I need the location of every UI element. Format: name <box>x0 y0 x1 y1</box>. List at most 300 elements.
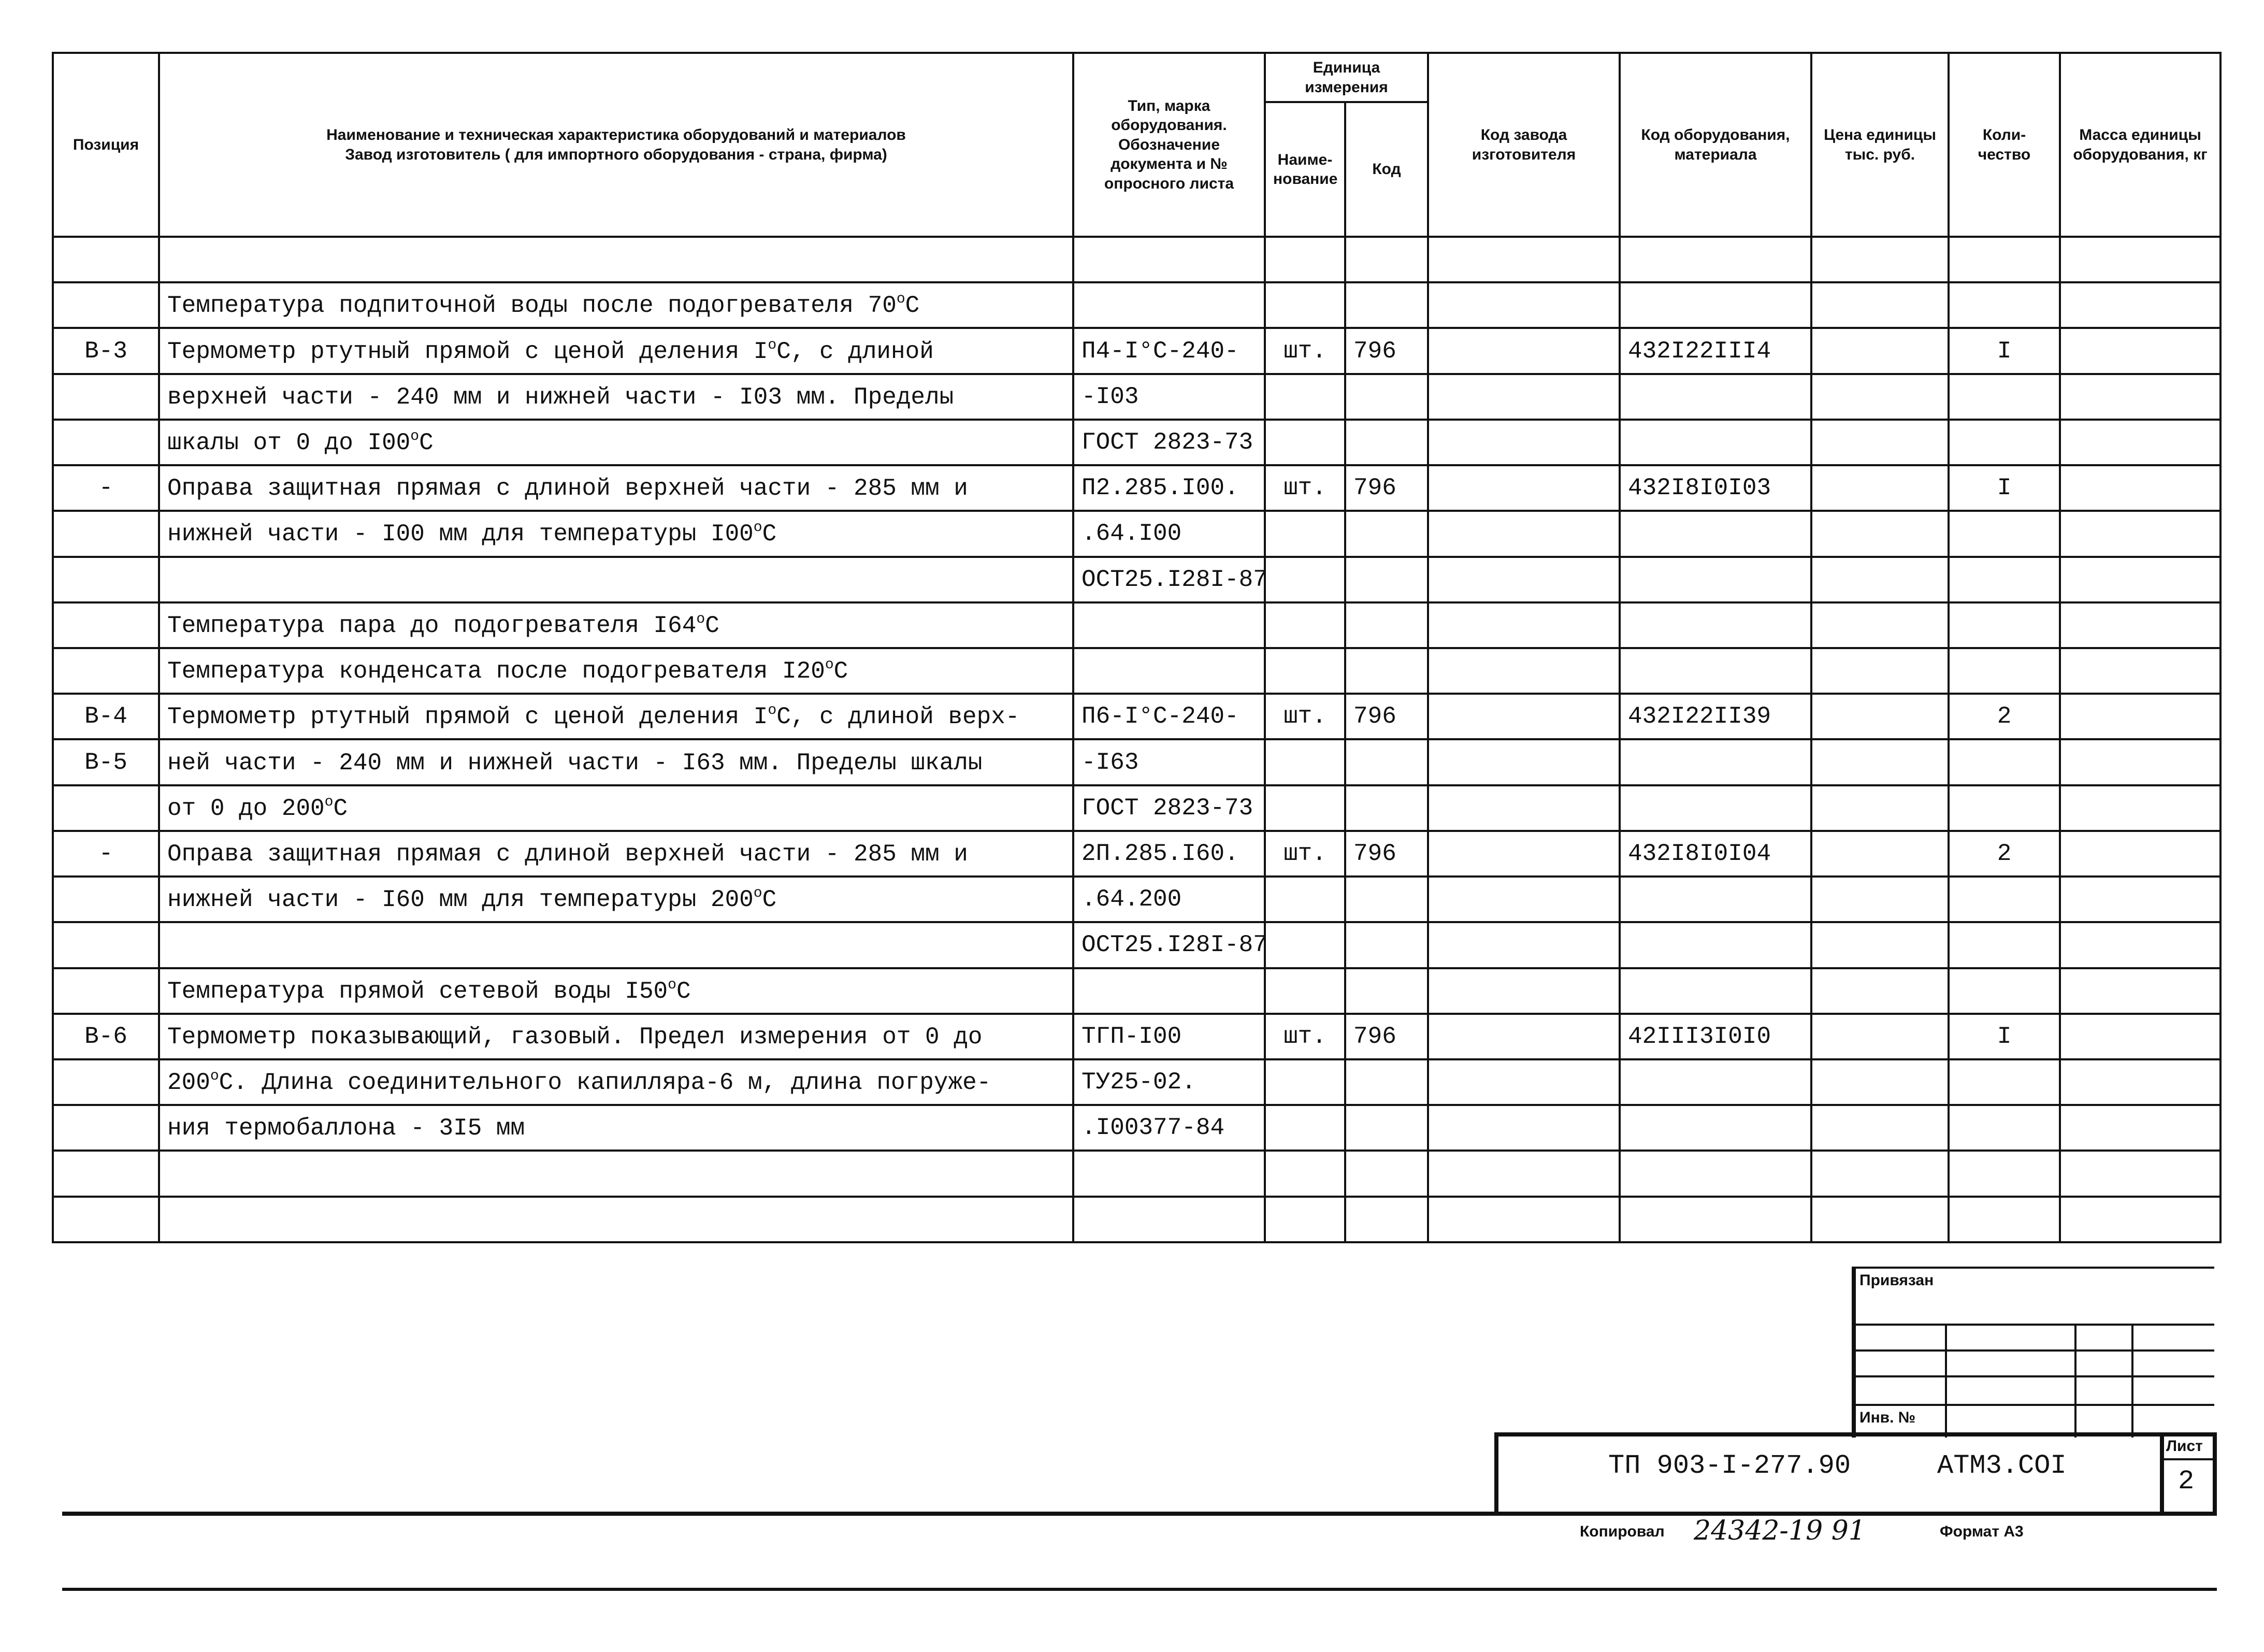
name-cell <box>159 557 1073 602</box>
mass-cell <box>2060 922 2220 968</box>
mass-cell <box>2060 420 2220 465</box>
name-text: нижней части - I60 мм для температуры 200 <box>167 886 754 914</box>
name-text: от 0 до 200 <box>167 795 325 822</box>
mass-cell <box>2060 648 2220 694</box>
unit-name-cell <box>1265 237 1345 282</box>
table-row <box>53 1151 2220 1196</box>
position-cell <box>53 968 159 1014</box>
header-unit-code: Код <box>1345 102 1428 237</box>
position-cell <box>53 557 159 602</box>
mass-cell <box>2060 328 2220 374</box>
name-cell <box>159 1105 1073 1151</box>
unit-name-cell: шт. <box>1265 465 1345 511</box>
price-cell <box>1811 1197 1949 1242</box>
name-text-after: C <box>762 886 777 914</box>
degree-superscript: o <box>768 337 777 353</box>
quantity-cell <box>1949 968 2060 1014</box>
position-cell <box>53 420 159 465</box>
quantity-cell <box>1949 877 2060 922</box>
degree-superscript: o <box>410 428 420 444</box>
name-text: верхней части - 240 мм и нижней части - I03 мм. Пределы <box>167 383 954 411</box>
type-cell: 2П.285.I60. <box>1073 831 1265 877</box>
quantity-cell: 2 <box>1949 831 2060 877</box>
unit-name-cell: шт. <box>1265 694 1345 739</box>
position-cell <box>53 1059 159 1105</box>
header-type: Тип, марка оборудования. Обозначение документа и № опросного листа <box>1073 53 1265 237</box>
unit-name-cell <box>1265 420 1345 465</box>
price-cell <box>1811 237 1949 282</box>
plant-code-cell <box>1428 1151 1620 1196</box>
unit-code-cell <box>1345 877 1428 922</box>
unit-code-cell <box>1345 1151 1428 1196</box>
unit-name-cell <box>1265 1197 1345 1242</box>
name-text: Термометр ртутный прямой с ценой деления I <box>167 338 768 365</box>
plant-code-cell <box>1428 237 1620 282</box>
name-text: ния термобаллона - 3I5 мм <box>167 1115 525 1142</box>
mass-cell <box>2060 877 2220 922</box>
degree-superscript: o <box>210 1068 219 1085</box>
unit-name-cell <box>1265 968 1345 1014</box>
price-cell <box>1811 785 1949 831</box>
position-cell <box>53 648 159 694</box>
position-cell: В-3 <box>53 328 159 374</box>
price-cell <box>1811 282 1949 328</box>
position-cell <box>53 237 159 282</box>
unit-name-cell <box>1265 1151 1345 1196</box>
plant-code-cell <box>1428 739 1620 785</box>
plant-code-cell <box>1428 1105 1620 1151</box>
position-cell: В-5 <box>53 739 159 785</box>
table-body <box>53 237 2220 1242</box>
position-cell: В-6 <box>53 1014 159 1059</box>
plant-code-cell <box>1428 968 1620 1014</box>
unit-name-cell <box>1265 648 1345 694</box>
unit-name-cell <box>1265 1059 1345 1105</box>
plant-code-cell <box>1428 328 1620 374</box>
equipment-code-cell <box>1620 739 1811 785</box>
unit-code-cell <box>1345 739 1428 785</box>
position-cell: - <box>53 831 159 877</box>
document-code: АТМ3.СОI <box>1937 1450 2067 1481</box>
table-row <box>53 831 2220 877</box>
type-cell: П2.285.I00. <box>1073 465 1265 511</box>
mass-cell <box>2060 968 2220 1014</box>
table-row <box>53 785 2220 831</box>
unit-code-cell <box>1345 1059 1428 1105</box>
table-row <box>53 648 2220 694</box>
table-row <box>53 237 2220 282</box>
position-cell <box>53 282 159 328</box>
price-cell <box>1811 1105 1949 1151</box>
document-number: ТП 903-I-277.90 <box>1608 1450 1851 1481</box>
type-cell <box>1073 282 1265 328</box>
table-row <box>53 465 2220 511</box>
name-text-after: C <box>833 658 848 685</box>
mass-cell <box>2060 282 2220 328</box>
plant-code-cell <box>1428 465 1620 511</box>
unit-code-cell <box>1345 785 1428 831</box>
unit-code-cell <box>1345 374 1428 420</box>
type-cell <box>1073 1197 1265 1242</box>
inv-number-label: Инв. № <box>1859 1409 1916 1426</box>
mass-cell <box>2060 1197 2220 1242</box>
equipment-code-cell: 432I22III4 <box>1620 328 1811 374</box>
name-cell <box>159 602 1073 648</box>
quantity-cell <box>1949 420 2060 465</box>
mass-cell <box>2060 465 2220 511</box>
type-cell: ТУ25-02. <box>1073 1059 1265 1105</box>
name-cell <box>159 237 1073 282</box>
equipment-code-cell <box>1620 1105 1811 1151</box>
unit-code-cell <box>1345 237 1428 282</box>
type-cell <box>1073 648 1265 694</box>
name-text: шкалы от 0 до I00 <box>167 429 411 456</box>
name-cell <box>159 785 1073 831</box>
header-name <box>159 53 1073 237</box>
header-position: Позиция <box>53 53 159 237</box>
plant-code-cell <box>1428 785 1620 831</box>
equipment-code-cell: 432I8I0I03 <box>1620 465 1811 511</box>
unit-code-cell: 796 <box>1345 465 1428 511</box>
header-unit-group: Единица измерения <box>1265 53 1428 102</box>
type-cell: .64.200 <box>1073 877 1265 922</box>
name-text: Температура подпиточной воды после подогревателя 70 <box>167 292 897 320</box>
position-cell <box>53 511 159 556</box>
name-cell <box>159 1151 1073 1196</box>
quantity-cell <box>1949 374 2060 420</box>
price-cell <box>1811 922 1949 968</box>
plant-code-cell <box>1428 694 1620 739</box>
quantity-cell <box>1949 602 2060 648</box>
quantity-cell <box>1949 1105 2060 1151</box>
name-text: Термометр ртутный прямой с ценой деления I <box>167 703 768 731</box>
table-row <box>53 694 2220 739</box>
degree-superscript: o <box>896 291 905 308</box>
mass-cell <box>2060 739 2220 785</box>
equipment-code-cell <box>1620 237 1811 282</box>
type-cell: ГОСТ 2823-73 <box>1073 420 1265 465</box>
price-cell <box>1811 968 1949 1014</box>
price-cell <box>1811 739 1949 785</box>
quantity-cell: I <box>1949 328 2060 374</box>
mass-cell <box>2060 602 2220 648</box>
quantity-cell <box>1949 557 2060 602</box>
equipment-code-cell <box>1620 420 1811 465</box>
plant-code-cell <box>1428 1059 1620 1105</box>
quantity-cell <box>1949 282 2060 328</box>
price-cell <box>1811 648 1949 694</box>
type-cell: ТГП-I00 <box>1073 1014 1265 1059</box>
unit-name-cell: шт. <box>1265 328 1345 374</box>
name-text-after: C, с длиной верх- <box>776 703 1020 731</box>
equipment-code-cell <box>1620 511 1811 556</box>
header-mass: Масса единицы оборудования, кг <box>2060 53 2220 237</box>
table-row <box>53 1059 2220 1105</box>
table-row <box>53 328 2220 374</box>
quantity-cell: I <box>1949 1014 2060 1059</box>
unit-name-cell <box>1265 511 1345 556</box>
quantity-cell <box>1949 922 2060 968</box>
unit-name-cell <box>1265 557 1345 602</box>
price-cell <box>1811 877 1949 922</box>
unit-code-cell <box>1345 1197 1428 1242</box>
unit-name-cell <box>1265 282 1345 328</box>
unit-code-cell <box>1345 420 1428 465</box>
name-cell <box>159 877 1073 922</box>
equipment-code-cell <box>1620 374 1811 420</box>
unit-code-cell <box>1345 1105 1428 1151</box>
name-cell <box>159 420 1073 465</box>
unit-code-cell <box>1345 648 1428 694</box>
name-cell <box>159 511 1073 556</box>
name-text-after: C <box>905 292 920 320</box>
position-cell <box>53 1197 159 1242</box>
plant-code-cell <box>1428 374 1620 420</box>
unit-code-cell: 796 <box>1345 831 1428 877</box>
unit-name-cell <box>1265 602 1345 648</box>
price-cell <box>1811 557 1949 602</box>
plant-code-cell <box>1428 557 1620 602</box>
degree-superscript: o <box>668 976 676 993</box>
type-cell: П4-I°C-240- <box>1073 328 1265 374</box>
unit-name-cell <box>1265 374 1345 420</box>
table-row <box>53 282 2220 328</box>
type-cell: ОСТ25.I28I-87 <box>1073 557 1265 602</box>
name-cell <box>159 1014 1073 1059</box>
mass-cell <box>2060 694 2220 739</box>
equipment-code-cell <box>1620 968 1811 1014</box>
header-name-line1: Наименование и техническая характеристика оборудований и материалов <box>326 126 906 143</box>
name-text-after: C. Длина соединительного капилляра-6 м, длина погруже- <box>219 1069 991 1097</box>
table-row <box>53 602 2220 648</box>
name-cell <box>159 465 1073 511</box>
name-text-after: C <box>333 795 348 822</box>
type-cell: П6-I°C-240- <box>1073 694 1265 739</box>
unit-code-cell: 796 <box>1345 694 1428 739</box>
position-cell <box>53 602 159 648</box>
quantity-cell: 2 <box>1949 694 2060 739</box>
plant-code-cell <box>1428 877 1620 922</box>
name-text: Температура прямой сетевой воды I50 <box>167 978 668 1005</box>
sheet-label: Лист <box>2166 1438 2203 1455</box>
name-cell <box>159 968 1073 1014</box>
equipment-code-cell <box>1620 648 1811 694</box>
position-cell <box>53 374 159 420</box>
copied-label: Копировал <box>1580 1523 1665 1540</box>
name-cell <box>159 922 1073 968</box>
name-text: 200 <box>167 1069 210 1097</box>
mass-cell <box>2060 831 2220 877</box>
name-cell <box>159 374 1073 420</box>
name-text: Оправа защитная прямая с длиной верхней части - 285 мм и <box>167 475 968 502</box>
name-cell <box>159 648 1073 694</box>
name-text: ней части - 240 мм и нижней части - I63 мм. Пределы шкалы <box>167 749 983 777</box>
format-label: Формат А3 <box>1940 1523 2024 1540</box>
mass-cell <box>2060 511 2220 556</box>
copied-value: 24342-19 91 <box>1694 1515 1866 1546</box>
header-plant-code: Код завода изготовителя <box>1428 53 1620 237</box>
equipment-code-cell <box>1620 922 1811 968</box>
name-cell <box>159 694 1073 739</box>
table-row <box>53 922 2220 968</box>
equipment-code-cell: 432I22II39 <box>1620 694 1811 739</box>
mass-cell <box>2060 237 2220 282</box>
name-cell <box>159 739 1073 785</box>
spec-sheet <box>52 52 2219 1243</box>
specification-table <box>52 52 2222 1243</box>
header-name-line2: Завод изготовитель ( для импортного оборудования - страна, фирма) <box>345 146 887 163</box>
table-row <box>53 511 2220 556</box>
quantity-cell <box>1949 1059 2060 1105</box>
mass-cell <box>2060 1151 2220 1196</box>
unit-name-cell <box>1265 1105 1345 1151</box>
name-cell <box>159 831 1073 877</box>
name-text: Температура конденсата после подогревателя I20 <box>167 658 825 685</box>
name-text: Оправа защитная прямая с длиной верхней части - 285 мм и <box>167 840 968 868</box>
degree-superscript: o <box>753 520 762 536</box>
unit-name-cell <box>1265 785 1345 831</box>
unit-code-cell <box>1345 557 1428 602</box>
price-cell <box>1811 511 1949 556</box>
price-cell <box>1811 1059 1949 1105</box>
type-cell: ОСТ25.I28I-87 <box>1073 922 1265 968</box>
table-row <box>53 968 2220 1014</box>
price-cell <box>1811 1014 1949 1059</box>
degree-superscript: o <box>753 885 762 902</box>
header-unit-name: Наиме-нование <box>1265 102 1345 237</box>
header-equipment-code: Код оборудования, материала <box>1620 53 1811 237</box>
plant-code-cell <box>1428 922 1620 968</box>
unit-name-cell: шт. <box>1265 1014 1345 1059</box>
unit-code-cell <box>1345 282 1428 328</box>
quantity-cell <box>1949 739 2060 785</box>
unit-name-cell <box>1265 739 1345 785</box>
table-row <box>53 1105 2220 1151</box>
name-text-after: C <box>419 429 434 456</box>
type-cell: .64.I00 <box>1073 511 1265 556</box>
plant-code-cell <box>1428 831 1620 877</box>
plant-code-cell <box>1428 511 1620 556</box>
name-text-after: C <box>762 521 777 548</box>
sheet-number: 2 <box>2178 1466 2195 1497</box>
name-cell <box>159 328 1073 374</box>
equipment-code-cell <box>1620 1059 1811 1105</box>
price-cell <box>1811 1151 1949 1196</box>
plant-code-cell <box>1428 602 1620 648</box>
unit-name-cell <box>1265 922 1345 968</box>
type-cell <box>1073 602 1265 648</box>
name-text: нижней части - I00 мм для температуры I00 <box>167 521 754 548</box>
unit-code-cell <box>1345 968 1428 1014</box>
quantity-cell: I <box>1949 465 2060 511</box>
equipment-code-cell <box>1620 1151 1811 1196</box>
price-cell <box>1811 602 1949 648</box>
table-row <box>53 739 2220 785</box>
mass-cell <box>2060 374 2220 420</box>
equipment-code-cell <box>1620 282 1811 328</box>
plant-code-cell <box>1428 420 1620 465</box>
table-row <box>53 1197 2220 1242</box>
position-cell <box>53 785 159 831</box>
position-cell <box>53 922 159 968</box>
unit-code-cell <box>1345 602 1428 648</box>
price-cell <box>1811 694 1949 739</box>
quantity-cell <box>1949 1197 2060 1242</box>
name-cell <box>159 1059 1073 1105</box>
price-cell <box>1811 328 1949 374</box>
mass-cell <box>2060 1014 2220 1059</box>
table-row <box>53 1014 2220 1059</box>
unit-code-cell <box>1345 511 1428 556</box>
name-text-after: C <box>676 978 691 1005</box>
degree-superscript: o <box>324 794 334 810</box>
unit-code-cell: 796 <box>1345 1014 1428 1059</box>
degree-superscript: o <box>768 702 777 719</box>
price-cell <box>1811 465 1949 511</box>
table-row <box>53 877 2220 922</box>
name-text-after: C, с длиной <box>776 338 934 365</box>
name-cell <box>159 282 1073 328</box>
type-cell <box>1073 968 1265 1014</box>
type-cell: ГОСТ 2823-73 <box>1073 785 1265 831</box>
plant-code-cell <box>1428 1197 1620 1242</box>
price-cell <box>1811 831 1949 877</box>
equipment-code-cell: 432I8I0I04 <box>1620 831 1811 877</box>
name-text: Термометр показывающий, газовый. Предел измерения от 0 до <box>167 1023 983 1051</box>
equipment-code-cell <box>1620 557 1811 602</box>
price-cell <box>1811 420 1949 465</box>
table-row <box>53 557 2220 602</box>
name-text-after: C <box>705 612 719 639</box>
position-cell <box>53 877 159 922</box>
degree-superscript: o <box>825 657 834 673</box>
type-cell <box>1073 1151 1265 1196</box>
type-cell <box>1073 237 1265 282</box>
equipment-code-cell <box>1620 877 1811 922</box>
mass-cell <box>2060 785 2220 831</box>
type-cell: -I63 <box>1073 739 1265 785</box>
header-price: Цена единицы тыс. руб. <box>1811 53 1949 237</box>
mass-cell <box>2060 1059 2220 1105</box>
mass-cell <box>2060 1105 2220 1151</box>
quantity-cell <box>1949 785 2060 831</box>
type-cell: -I03 <box>1073 374 1265 420</box>
quantity-cell <box>1949 511 2060 556</box>
degree-superscript: o <box>696 611 705 627</box>
name-cell <box>159 1197 1073 1242</box>
position-cell <box>53 1105 159 1151</box>
plant-code-cell <box>1428 282 1620 328</box>
type-cell: .I00377-84 <box>1073 1105 1265 1151</box>
privyazan-label: Привязан <box>1859 1272 1934 1289</box>
quantity-cell <box>1949 1151 2060 1196</box>
plant-code-cell <box>1428 648 1620 694</box>
plant-code-cell <box>1428 1014 1620 1059</box>
equipment-code-cell <box>1620 1197 1811 1242</box>
quantity-cell <box>1949 648 2060 694</box>
unit-name-cell <box>1265 877 1345 922</box>
header-quantity: Коли-чество <box>1949 53 2060 237</box>
equipment-code-cell <box>1620 602 1811 648</box>
name-text: Температура пара до подогревателя I64 <box>167 612 697 639</box>
quantity-cell <box>1949 237 2060 282</box>
equipment-code-cell: 42III3I0I0 <box>1620 1014 1811 1059</box>
unit-code-cell: 796 <box>1345 328 1428 374</box>
equipment-code-cell <box>1620 785 1811 831</box>
unit-name-cell: шт. <box>1265 831 1345 877</box>
position-cell <box>53 1151 159 1196</box>
position-cell: В-4 <box>53 694 159 739</box>
